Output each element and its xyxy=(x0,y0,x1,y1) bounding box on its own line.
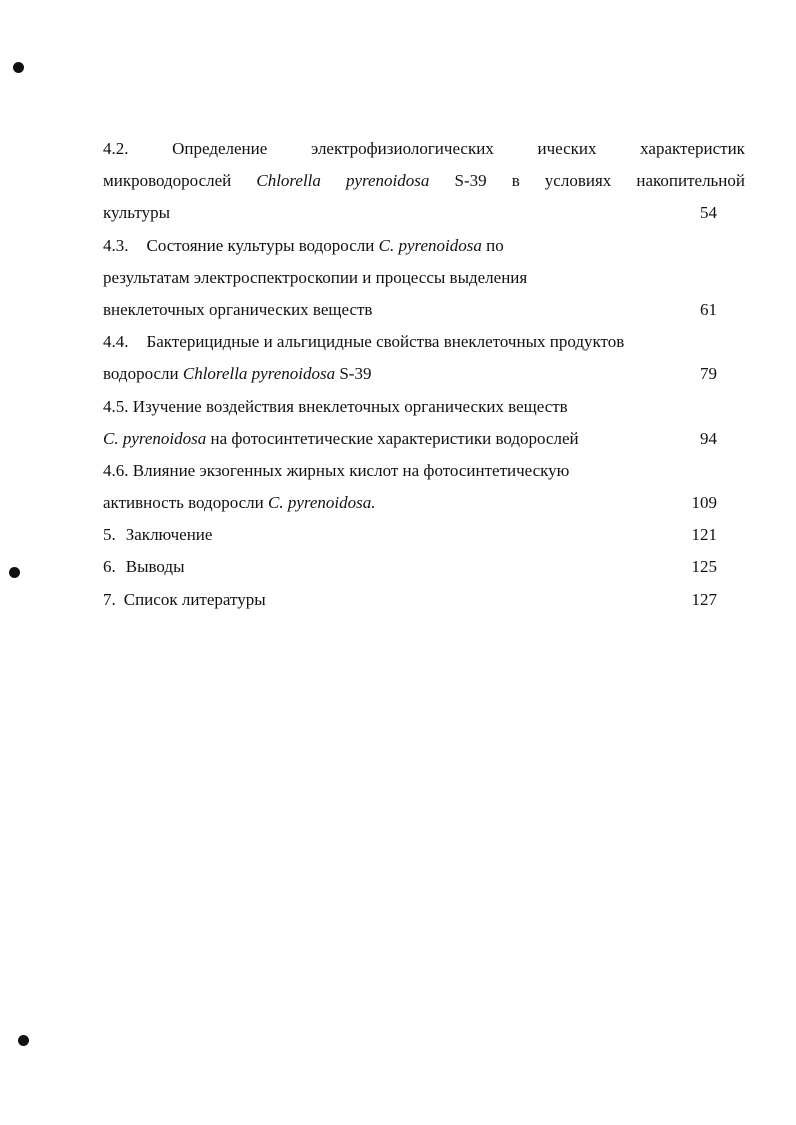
toc-page-number: 109 xyxy=(691,493,717,513)
toc-entry-word: в xyxy=(511,171,520,191)
toc-entry-4-6-line-1 xyxy=(103,455,745,487)
toc-entry-species: C. pyrenoidosa xyxy=(103,428,207,448)
toc-entry-5 xyxy=(103,519,745,551)
toc-entry-text: 4.6. Влияние экзогенных жирных кислот на фотосинтетическую xyxy=(103,460,570,480)
table-of-contents xyxy=(103,133,745,616)
toc-entry-word: характеристик xyxy=(640,139,745,158)
toc-entry-word: электрофизиологических xyxy=(310,139,494,158)
punch-hole-bottom xyxy=(18,1035,29,1046)
toc-page-number: 127 xyxy=(691,589,717,609)
toc-entry-species: C. pyrenoidosa. xyxy=(268,493,376,513)
toc-entry-text: 4.5. Изучение воздействия внеклеточных органических веществ xyxy=(103,396,568,416)
toc-entry-text: на фотосинтетические характеристики водорослей xyxy=(210,428,579,448)
toc-page-number: 61 xyxy=(700,299,717,319)
toc-entry-species: Chlorella pyrenoidosa xyxy=(182,364,336,384)
punch-hole-middle xyxy=(9,567,20,578)
toc-entry-word: Определение xyxy=(172,139,268,158)
toc-entry-number: 4.2. xyxy=(103,139,129,158)
toc-entry-number: 4.3. xyxy=(103,235,129,255)
toc-entry-text: результатам электроспектроскопии и процессы выделения xyxy=(103,267,528,287)
punch-hole-top xyxy=(13,62,24,73)
toc-entry-4-4-line-2 xyxy=(103,358,745,390)
toc-entry-4-5-line-1 xyxy=(103,391,745,423)
toc-entry-text: Список литературы xyxy=(123,589,266,609)
toc-entry-number: 7. xyxy=(103,589,116,609)
toc-entry-number: 6. xyxy=(103,557,116,577)
toc-entry-strain: S-39 xyxy=(454,171,487,191)
toc-entry-4-3-line-3 xyxy=(103,294,745,326)
toc-entry-4-3-line-1 xyxy=(103,230,745,262)
toc-entry-4-3-line-2 xyxy=(103,262,745,294)
toc-page-number: 94 xyxy=(700,428,717,448)
toc-entry-4-6-line-2 xyxy=(103,487,745,519)
toc-entry-word: микроводорослей xyxy=(103,171,232,191)
toc-entry-number: 5. xyxy=(103,525,116,545)
toc-entry-text: водоросли xyxy=(103,364,179,384)
toc-page-number: 125 xyxy=(691,557,717,577)
toc-entry-text: по xyxy=(486,235,504,255)
toc-entry-text: Выводы xyxy=(125,557,185,577)
toc-entry-4-2-line-1 xyxy=(103,133,745,165)
toc-page-number: 79 xyxy=(700,364,717,384)
toc-entry-text: Состояние культуры водоросли xyxy=(146,235,375,255)
toc-entry-7 xyxy=(103,584,745,616)
toc-entry-4-4-line-1 xyxy=(103,326,745,358)
toc-entry-4-2-line-3 xyxy=(103,197,745,229)
toc-entry-text: Бактерицидные и альгицидные свойства внеклеточных продуктов xyxy=(146,332,625,352)
toc-entry-strain: S-39 xyxy=(339,364,372,384)
toc-entry-text: Заключение xyxy=(125,525,213,545)
toc-entry-number: 4.4. xyxy=(103,332,129,352)
toc-entry-word: накопительной xyxy=(636,171,745,191)
toc-entry-6 xyxy=(103,551,745,583)
toc-entry-species-name: pyrenoidosa xyxy=(345,171,430,191)
toc-entry-text: культуры xyxy=(103,203,170,223)
toc-entry-species: C. pyrenoidosa xyxy=(378,235,482,255)
toc-entry-word: условиях xyxy=(544,171,612,191)
toc-entry-text: внеклеточных органических веществ xyxy=(103,299,373,319)
toc-page-number: 54 xyxy=(700,203,717,223)
toc-entry-4-2-line-2 xyxy=(103,165,745,197)
toc-page-number: 121 xyxy=(691,525,717,545)
toc-entry-text: активность водоросли xyxy=(103,493,264,513)
toc-entry-species-genus: Chlorella xyxy=(256,171,321,191)
toc-entry-4-5-line-2 xyxy=(103,423,745,455)
toc-entry-word: ических xyxy=(537,139,597,158)
